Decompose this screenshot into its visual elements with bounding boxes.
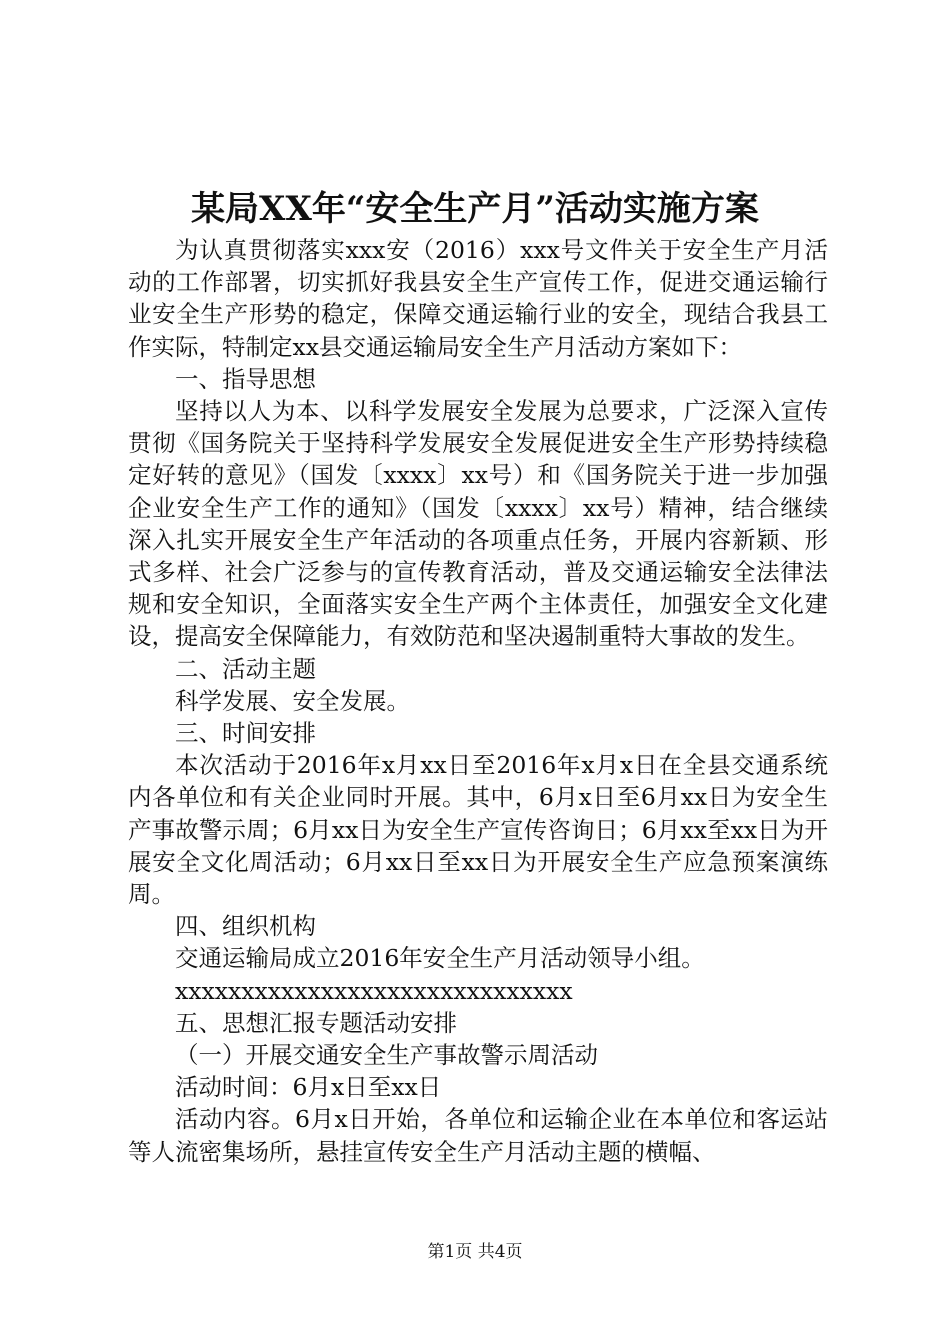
section-heading-organization: 四、组织机构 [175, 912, 316, 941]
activity-content-paragraph: 活动内容。6月x日开始，各单位和运输企业在本单位和客运站等人流密集场所，悬挂宣传安全生产月活动主题的横幅、 [128, 1105, 828, 1166]
activity-time-line: 活动时间：6月x日至xx日 [175, 1073, 442, 1102]
document-body [128, 234, 828, 1168]
placeholder-line: xxxxxxxxxxxxxxxxxxxxxxxxxxxxxx [175, 976, 573, 1005]
subsection-heading-warning-week: （一）开展交通安全生产事故警示周活动 [175, 1041, 598, 1070]
schedule-paragraph: 本次活动于2016年x月xx日至2016年x月x日在全县交通系统内各单位和有关企业同时开展。其中，6月x日至6月xx日为安全生产事故警示周；6月xx日为安全生产宣传咨询日；6月xx至xx日为开展安全文化周活动；6月xx日至xx日为开展安全生产应急预案演练周。 [128, 751, 828, 909]
section-heading-activity-theme: 二、活动主题 [175, 654, 316, 683]
organization-paragraph: 交通运输局成立2016年安全生产月活动领导小组。 [175, 944, 705, 973]
section-heading-schedule: 三、时间安排 [175, 719, 316, 748]
activity-theme-paragraph: 科学发展、安全发展。 [175, 686, 410, 715]
intro-paragraph: 为认真贯彻落实xxx安（2016）xxx号文件关于安全生产月活动的工作部署，切实抓好我县安全生产宣传工作，促进交通运输行业安全生产形势的稳定，保障交通运输行业的安全，现结合我县工作实际，特制定xx县交通运输局安全生产月活动方案如下： [128, 236, 828, 361]
section-heading-guiding-ideology: 一、指导思想 [175, 364, 316, 393]
guiding-ideology-paragraph: 坚持以人为本、以科学发展安全发展为总要求，广泛深入宣传贯彻《国务院关于坚持科学发展安全发展促进安全生产形势持续稳定好转的意见》（国发〔xxxx〕xx号）和《国务院关于进一步加强企业安全生产工作的通知》（国发〔xxxx〕xx号）精神，结合继续深入扎实开展安全生产年活动的各项重点任务，开展内容新颖、形式多样、社会广泛参与的宣传教育活动，普及交通运输安全法律法规和安全知识，全面落实安全生产两个主体责任，加强安全文化建设，提高安全保障能力，有效防范和坚决遏制重特大事故的发生。 [128, 397, 828, 651]
page-number-footer: 第1页 共4页 [427, 1242, 523, 1262]
document-title: 某局XX年“安全生产月”活动实施方案 [191, 189, 759, 229]
section-heading-special-activities: 五、思想汇报专题活动安排 [175, 1008, 457, 1037]
